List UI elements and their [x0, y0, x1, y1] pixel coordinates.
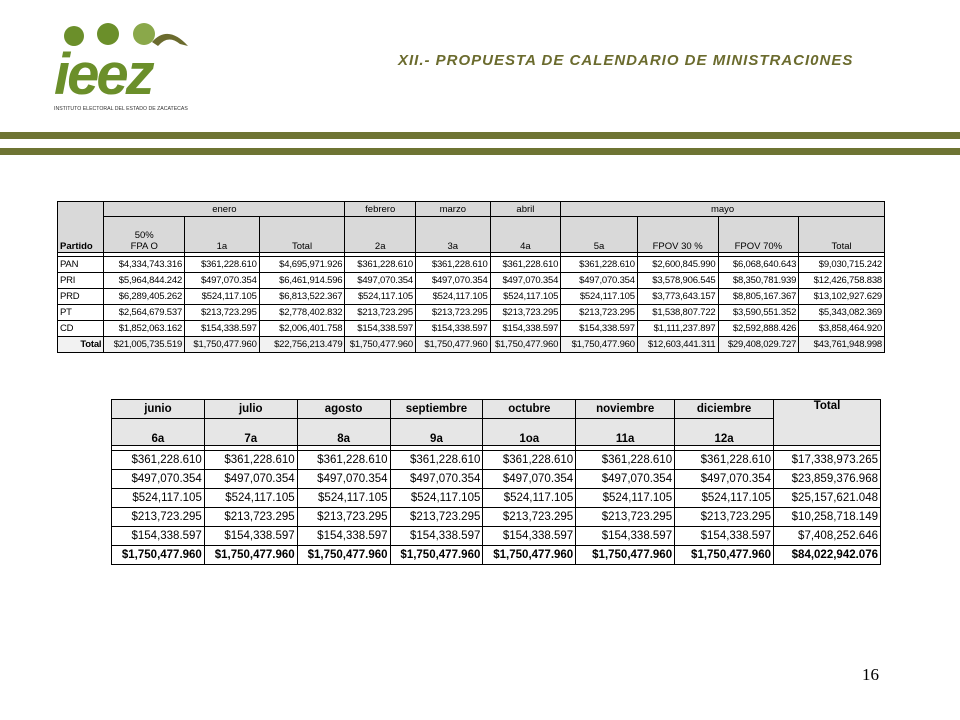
header-fpa-pct: 50% [134, 230, 154, 241]
table-cell: $524,117.105 [112, 489, 205, 508]
cell-a5: $213,723.295 [561, 305, 638, 321]
cell-total1: $2,006,401.758 [259, 321, 345, 337]
cell-a1: $361,228.610 [185, 257, 260, 273]
header-month: octubre [483, 400, 576, 419]
total-cell: $1,750,477.960 [297, 546, 390, 565]
header-5a: 5a [561, 217, 638, 253]
cell-total5: $12,426,758.838 [799, 273, 885, 289]
cell-a3: $524,117.105 [415, 289, 490, 305]
cell-a1: $497,070.354 [185, 273, 260, 289]
header-month: septiembre [390, 400, 483, 419]
cell-f70: $2,592,888.426 [718, 321, 799, 337]
cell-fpa: $2,564,679.537 [104, 305, 185, 321]
cell-a4: $213,723.295 [490, 305, 561, 321]
header-febrero: febrero [345, 202, 416, 217]
header-abril: abril [490, 202, 561, 217]
total-cell: $1,750,477.960 [483, 546, 576, 565]
cell-a3: $361,228.610 [415, 257, 490, 273]
table-cell: $17,338,973.265 [774, 451, 881, 470]
table-cell: $154,338.597 [204, 527, 297, 546]
cell-total1: $6,813,522.367 [259, 289, 345, 305]
cell-fpa: $1,852,063.162 [104, 321, 185, 337]
table-cell: $213,723.295 [297, 508, 390, 527]
total-cell: $1,750,477.960 [112, 546, 205, 565]
table-row [112, 470, 881, 489]
table-cell: $497,070.354 [204, 470, 297, 489]
cell-a1: $213,723.295 [185, 305, 260, 321]
cell-f70: $8,350,781.939 [718, 273, 799, 289]
header-month: agosto [297, 400, 390, 419]
header-enero: enero [104, 202, 345, 217]
table-cell: $361,228.610 [483, 451, 576, 470]
total-row [58, 337, 885, 353]
table-cell: $497,070.354 [297, 470, 390, 489]
header-mayo: mayo [561, 202, 885, 217]
cell-fpa: $5,964,844.242 [104, 273, 185, 289]
table-cell: $154,338.597 [483, 527, 576, 546]
table-cell: $497,070.354 [576, 470, 675, 489]
header-month: diciembre [675, 400, 774, 419]
total-cell-a5: $1,750,477.960 [561, 337, 638, 353]
table-cell: $154,338.597 [297, 527, 390, 546]
total-cell: $1,750,477.960 [204, 546, 297, 565]
calendar-table-jun-dec [111, 399, 881, 565]
header-3a: 3a [415, 217, 490, 253]
table-cell: $154,338.597 [390, 527, 483, 546]
header-month: junio [112, 400, 205, 419]
cell-f30: $2,600,845.990 [637, 257, 718, 273]
cell-a2: $524,117.105 [345, 289, 416, 305]
header-marzo: marzo [415, 202, 490, 217]
cell-f30: $1,111,237.897 [637, 321, 718, 337]
table-row [58, 257, 885, 273]
header-num: 11a [576, 419, 675, 446]
cell-total1: $2,778,402.832 [259, 305, 345, 321]
table-cell: $524,117.105 [675, 489, 774, 508]
header-fpa-label: FPA O [130, 241, 158, 252]
cell-total5: $9,030,715.242 [799, 257, 885, 273]
cell-f70: $6,068,640.643 [718, 257, 799, 273]
calendar-table-jan-may [57, 201, 885, 353]
cell-a2: $497,070.354 [345, 273, 416, 289]
party-name: PT [58, 305, 104, 321]
table-cell: $213,723.295 [204, 508, 297, 527]
table-cell: $524,117.105 [483, 489, 576, 508]
table-cell: $154,338.597 [576, 527, 675, 546]
cell-a5: $497,070.354 [561, 273, 638, 289]
table-cell: $497,070.354 [390, 470, 483, 489]
total-cell: $1,750,477.960 [675, 546, 774, 565]
cell-a2: $154,338.597 [345, 321, 416, 337]
cell-a5: $361,228.610 [561, 257, 638, 273]
table-cell: $23,859,376.968 [774, 470, 881, 489]
table-cell: $497,070.354 [675, 470, 774, 489]
table-row [112, 508, 881, 527]
page-number: 16 [862, 665, 879, 684]
table-cell: $524,117.105 [297, 489, 390, 508]
divider-bar-bottom [0, 148, 960, 155]
table-cell: $361,228.610 [390, 451, 483, 470]
table-cell: $361,228.610 [675, 451, 774, 470]
total-cell-total1: $22,756,213.479 [259, 337, 345, 353]
cell-f70: $3,590,551.352 [718, 305, 799, 321]
cell-f30: $3,773,643.157 [637, 289, 718, 305]
total-cell-total5: $43,761,948.998 [799, 337, 885, 353]
cell-total1: $6,461,914.596 [259, 273, 345, 289]
header-4a: 4a [490, 217, 561, 253]
cell-a5: $524,117.105 [561, 289, 638, 305]
cell-a4: $361,228.610 [490, 257, 561, 273]
cell-fpa: $6,289,405.262 [104, 289, 185, 305]
cell-a4: $497,070.354 [490, 273, 561, 289]
total-cell: $84,022,942.076 [774, 546, 881, 565]
total-cell-a2: $1,750,477.960 [345, 337, 416, 353]
table-cell: $524,117.105 [576, 489, 675, 508]
header-1a: 1a [185, 217, 260, 253]
party-name: PAN [58, 257, 104, 273]
cell-a5: $154,338.597 [561, 321, 638, 337]
cell-a4: $154,338.597 [490, 321, 561, 337]
party-name: CD [58, 321, 104, 337]
table-row [112, 489, 881, 508]
header-partido: Partido [58, 202, 104, 253]
header-fpa [104, 217, 185, 253]
header-total-mayo: Total [799, 217, 885, 253]
table-row [58, 305, 885, 321]
header-fpov70: FPOV 70% [718, 217, 799, 253]
table-cell: $497,070.354 [112, 470, 205, 489]
cell-a3: $154,338.597 [415, 321, 490, 337]
logo-wordmark: ieez [54, 42, 152, 107]
table-row [58, 273, 885, 289]
cell-a4: $524,117.105 [490, 289, 561, 305]
table-cell: $361,228.610 [204, 451, 297, 470]
table-row [112, 451, 881, 470]
table-cell: $524,117.105 [390, 489, 483, 508]
total-label: Total [58, 337, 104, 353]
header-total-enero: Total [259, 217, 345, 253]
table-cell: $7,408,252.646 [774, 527, 881, 546]
total-cell-a3: $1,750,477.960 [415, 337, 490, 353]
header-num: 8a [297, 419, 390, 446]
table-row [112, 527, 881, 546]
cell-a3: $497,070.354 [415, 273, 490, 289]
table-cell: $213,723.295 [390, 508, 483, 527]
table-cell: $10,258,718.149 [774, 508, 881, 527]
table-row [58, 321, 885, 337]
table-cell: $213,723.295 [483, 508, 576, 527]
total-cell-fpa: $21,005,735.519 [104, 337, 185, 353]
cell-total5: $5,343,082.369 [799, 305, 885, 321]
cell-fpa: $4,334,743.316 [104, 257, 185, 273]
header-month: Total [774, 400, 881, 446]
header-num: 7a [204, 419, 297, 446]
table-cell: $497,070.354 [483, 470, 576, 489]
header-month: noviembre [576, 400, 675, 419]
table-cell: $25,157,621.048 [774, 489, 881, 508]
cell-f30: $3,578,906.545 [637, 273, 718, 289]
party-name: PRI [58, 273, 104, 289]
header-num: 6a [112, 419, 205, 446]
cell-a2: $361,228.610 [345, 257, 416, 273]
cell-total5: $3,858,464.920 [799, 321, 885, 337]
table-cell: $154,338.597 [675, 527, 774, 546]
total-cell-f70: $29,408,029.727 [718, 337, 799, 353]
cell-total5: $13,102,927.629 [799, 289, 885, 305]
page-title: XII.- PROPUESTA DE CALENDARIO DE MINISTRACI0NES [398, 52, 854, 69]
cell-f70: $8,805,167.367 [718, 289, 799, 305]
cell-f30: $1,538,807.722 [637, 305, 718, 321]
table-cell: $154,338.597 [112, 527, 205, 546]
total-cell-a1: $1,750,477.960 [185, 337, 260, 353]
cell-total1: $4,695,971.926 [259, 257, 345, 273]
table-row [58, 289, 885, 305]
table-cell: $361,228.610 [112, 451, 205, 470]
total-cell: $1,750,477.960 [576, 546, 675, 565]
divider-bar-top [0, 132, 960, 139]
party-name: PRD [58, 289, 104, 305]
header-num: 1oa [483, 419, 576, 446]
cell-a1: $524,117.105 [185, 289, 260, 305]
logo-subtitle: INSTITUTO ELECTORAL DEL ESTADO DE ZACATECAS [54, 106, 188, 112]
cell-a1: $154,338.597 [185, 321, 260, 337]
table-cell: $361,228.610 [297, 451, 390, 470]
table-cell: $213,723.295 [675, 508, 774, 527]
header-num: 12a [675, 419, 774, 446]
ieez-logo [48, 22, 198, 118]
table-cell: $213,723.295 [576, 508, 675, 527]
total-row [112, 546, 881, 565]
table-cell: $213,723.295 [112, 508, 205, 527]
total-cell: $1,750,477.960 [390, 546, 483, 565]
header-fpov30: FPOV 30 % [637, 217, 718, 253]
header-num: 9a [390, 419, 483, 446]
table-cell: $524,117.105 [204, 489, 297, 508]
header-month: julio [204, 400, 297, 419]
table-cell: $361,228.610 [576, 451, 675, 470]
cell-a3: $213,723.295 [415, 305, 490, 321]
header-2a: 2a [345, 217, 416, 253]
total-cell-a4: $1,750,477.960 [490, 337, 561, 353]
cell-a2: $213,723.295 [345, 305, 416, 321]
total-cell-f30: $12,603,441.311 [637, 337, 718, 353]
